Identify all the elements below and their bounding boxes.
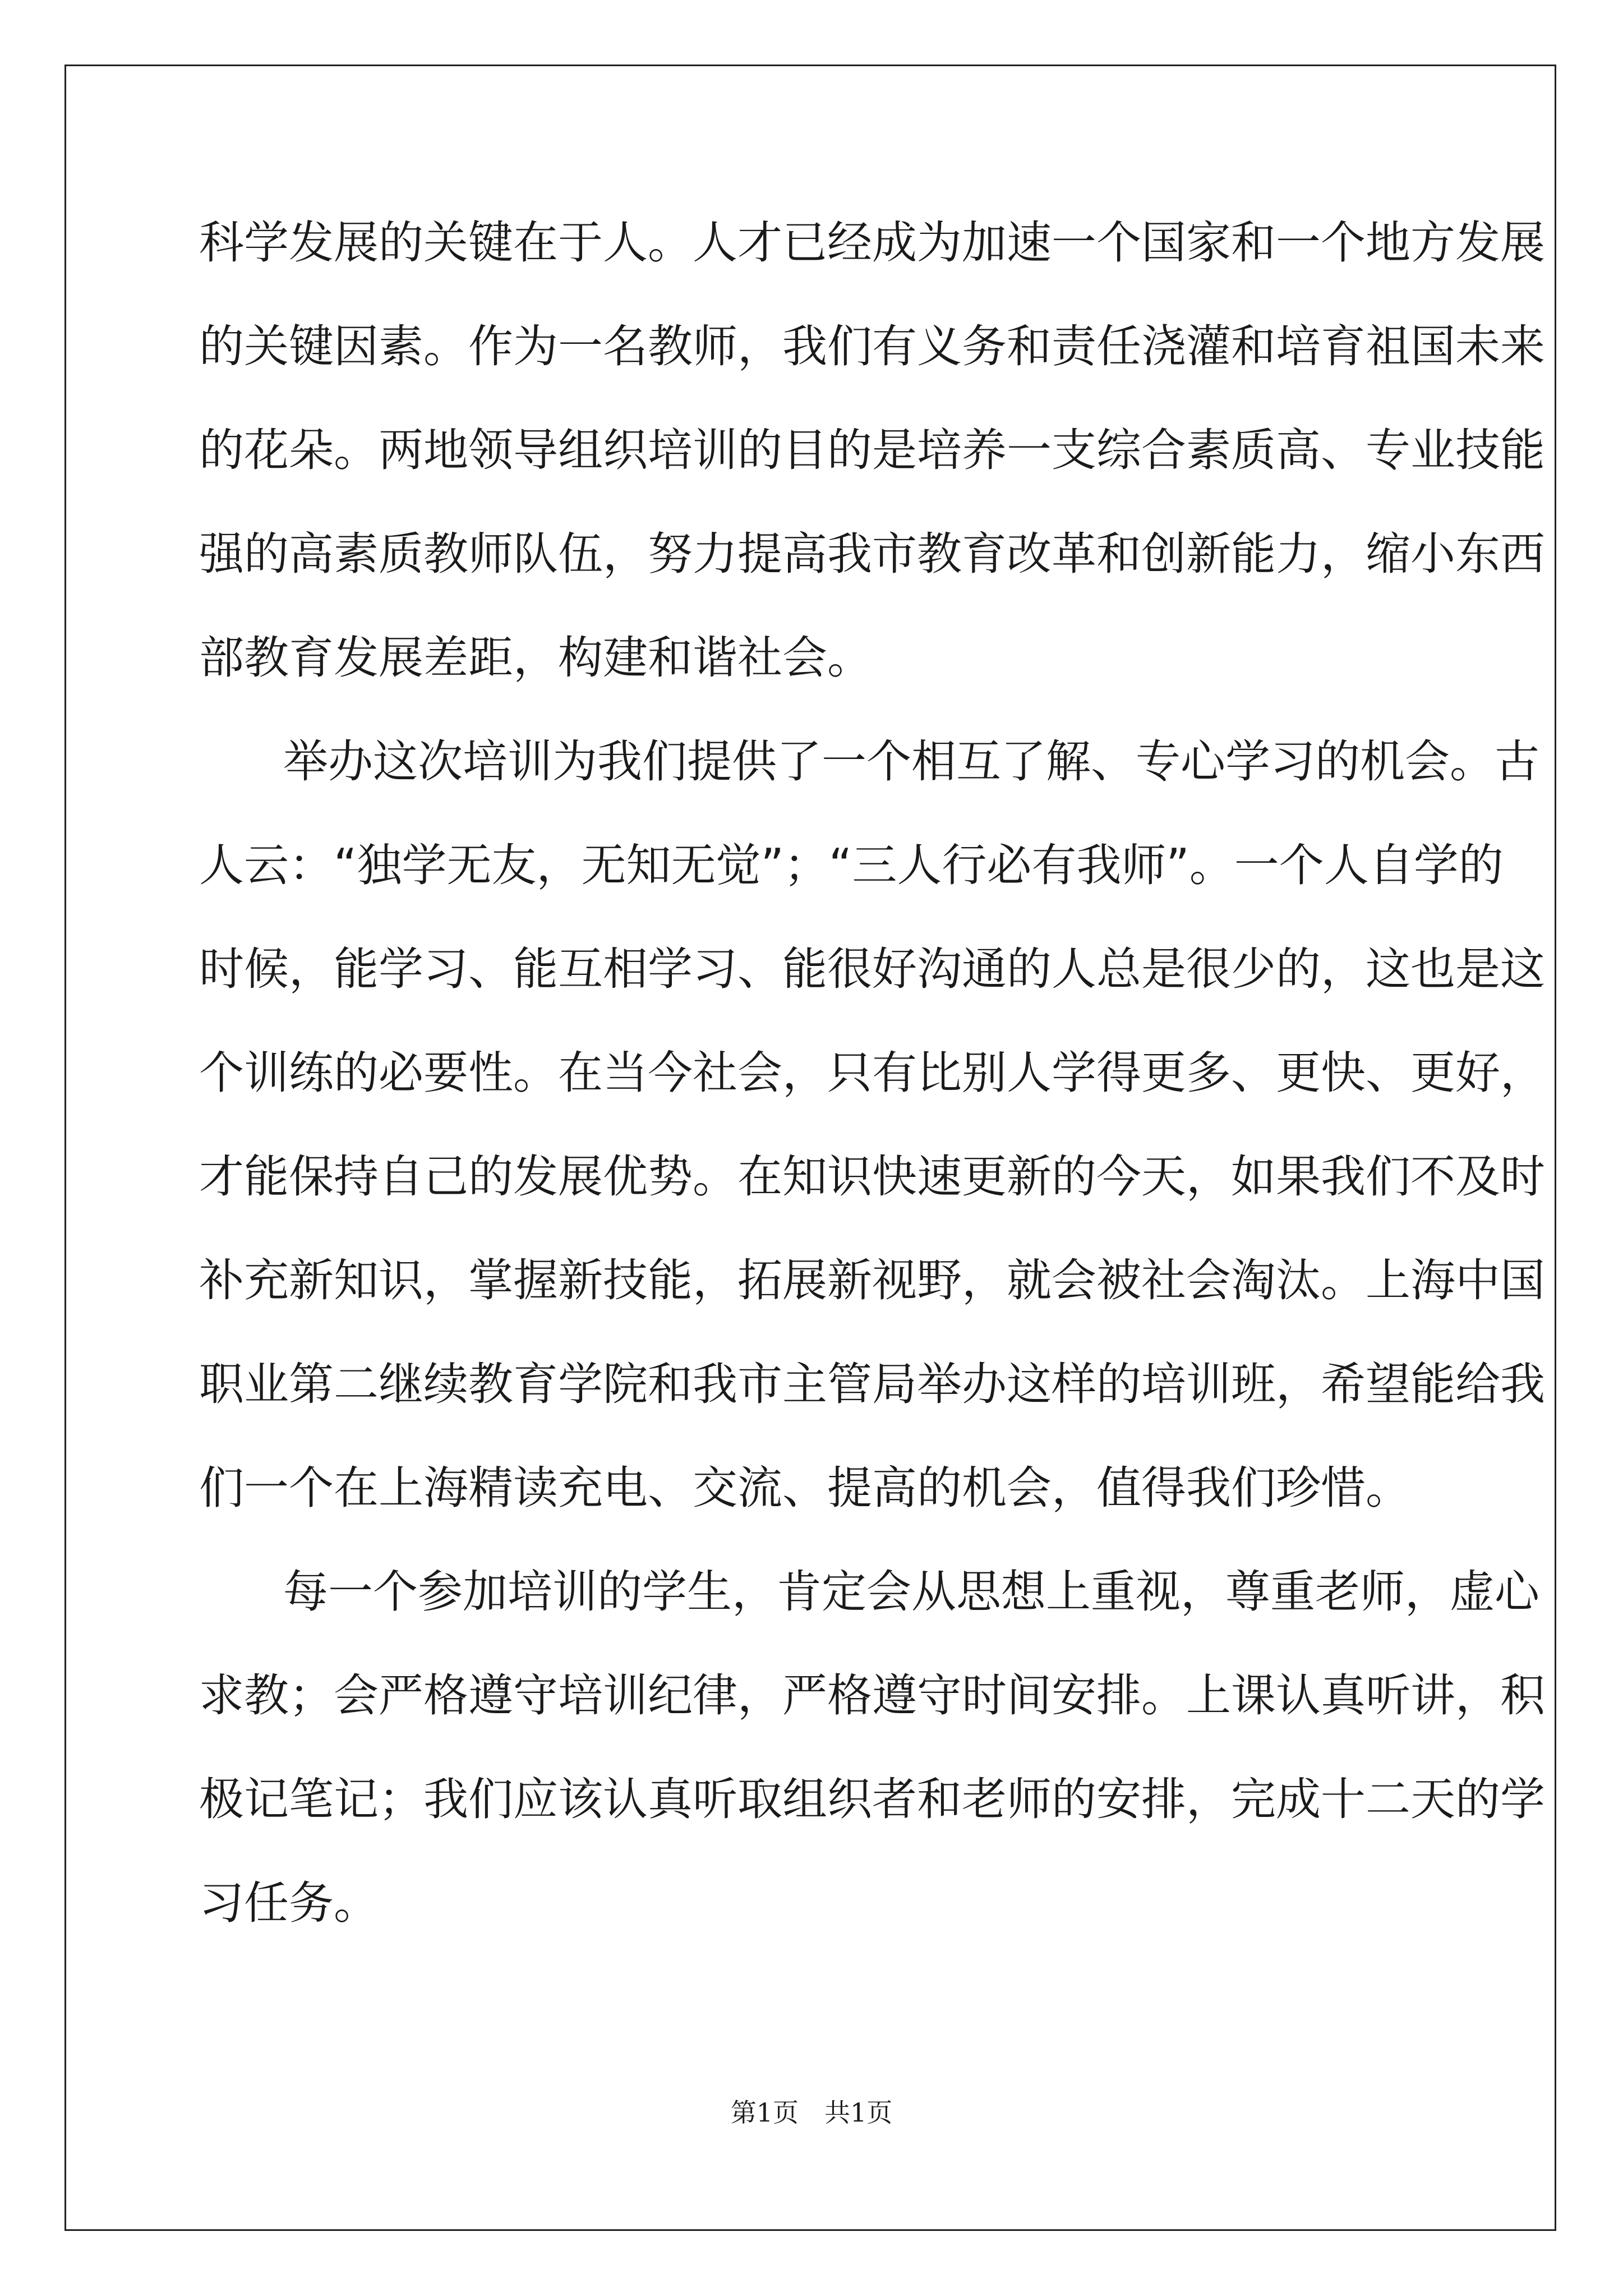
paragraph-3-line-3: 极记笔记；我们应该认真听取组织者和老师的安排，完成十二天的学 bbox=[199, 1773, 1545, 1825]
paragraph-1-line-5: 部教育发展差距，构建和谐社会。 bbox=[199, 632, 872, 684]
paragraph-2-line-8: 们一个在上海精读充电、交流、提高的机会，值得我们珍惜。 bbox=[199, 1462, 1410, 1514]
paragraph-2-line-1: 举办这次培训为我们提供了一个相互了解、专心学习的机会。古 bbox=[283, 735, 1539, 788]
paragraph-1-line-2: 的关键因素。作为一名教师，我们有义务和责任浇灌和培育祖国未来 bbox=[199, 320, 1545, 372]
paragraph-3-line-2: 求教；会严格遵守培训纪律，严格遵守时间安排。上课认真听讲，积 bbox=[199, 1669, 1545, 1722]
paragraph-1-line-3: 的花朵。两地领导组织培训的目的是培养一支综合素质高、专业技能 bbox=[199, 424, 1545, 476]
paragraph-3-line-1: 每一个参加培训的学生，肯定会从思想上重视，尊重老师，虚心 bbox=[283, 1566, 1539, 1618]
paragraph-3-line-4: 习任务。 bbox=[199, 1877, 379, 1929]
document-body bbox=[199, 191, 1545, 1955]
paragraph-1-line-1: 科学发展的关键在于人。人才已经成为加速一个国家和一个地方发展 bbox=[199, 217, 1545, 269]
paragraph-1-line-4: 强的高素质教师队伍，努力提高我市教育改革和创新能力，缩小东西 bbox=[199, 528, 1545, 580]
paragraph-2-line-6: 补充新知识，掌握新技能，拓展新视野，就会被社会淘汰。上海中国 bbox=[199, 1254, 1545, 1306]
paragraph-2-line-4: 个训练的必要性。在当今社会，只有比别人学得更多、更快、更好， bbox=[199, 1047, 1545, 1099]
paragraph-2-line-5: 才能保持自己的发展优势。在知识快速更新的今天，如果我们不及时 bbox=[199, 1151, 1545, 1203]
paragraph-2-line-7: 职业第二继续教育学院和我市主管局举办这样的培训班，希望能给我 bbox=[199, 1358, 1545, 1410]
paragraph-2-line-2: 人云：“独学无友，无知无觉”；“三人行必有我师”。一个人自学的 bbox=[199, 839, 1504, 891]
paragraph-2-line-3: 时候，能学习、能互相学习、能很好沟通的人总是很少的，这也是这 bbox=[199, 943, 1545, 995]
page-number-footer: 第1页 共1页 bbox=[730, 2097, 893, 2128]
